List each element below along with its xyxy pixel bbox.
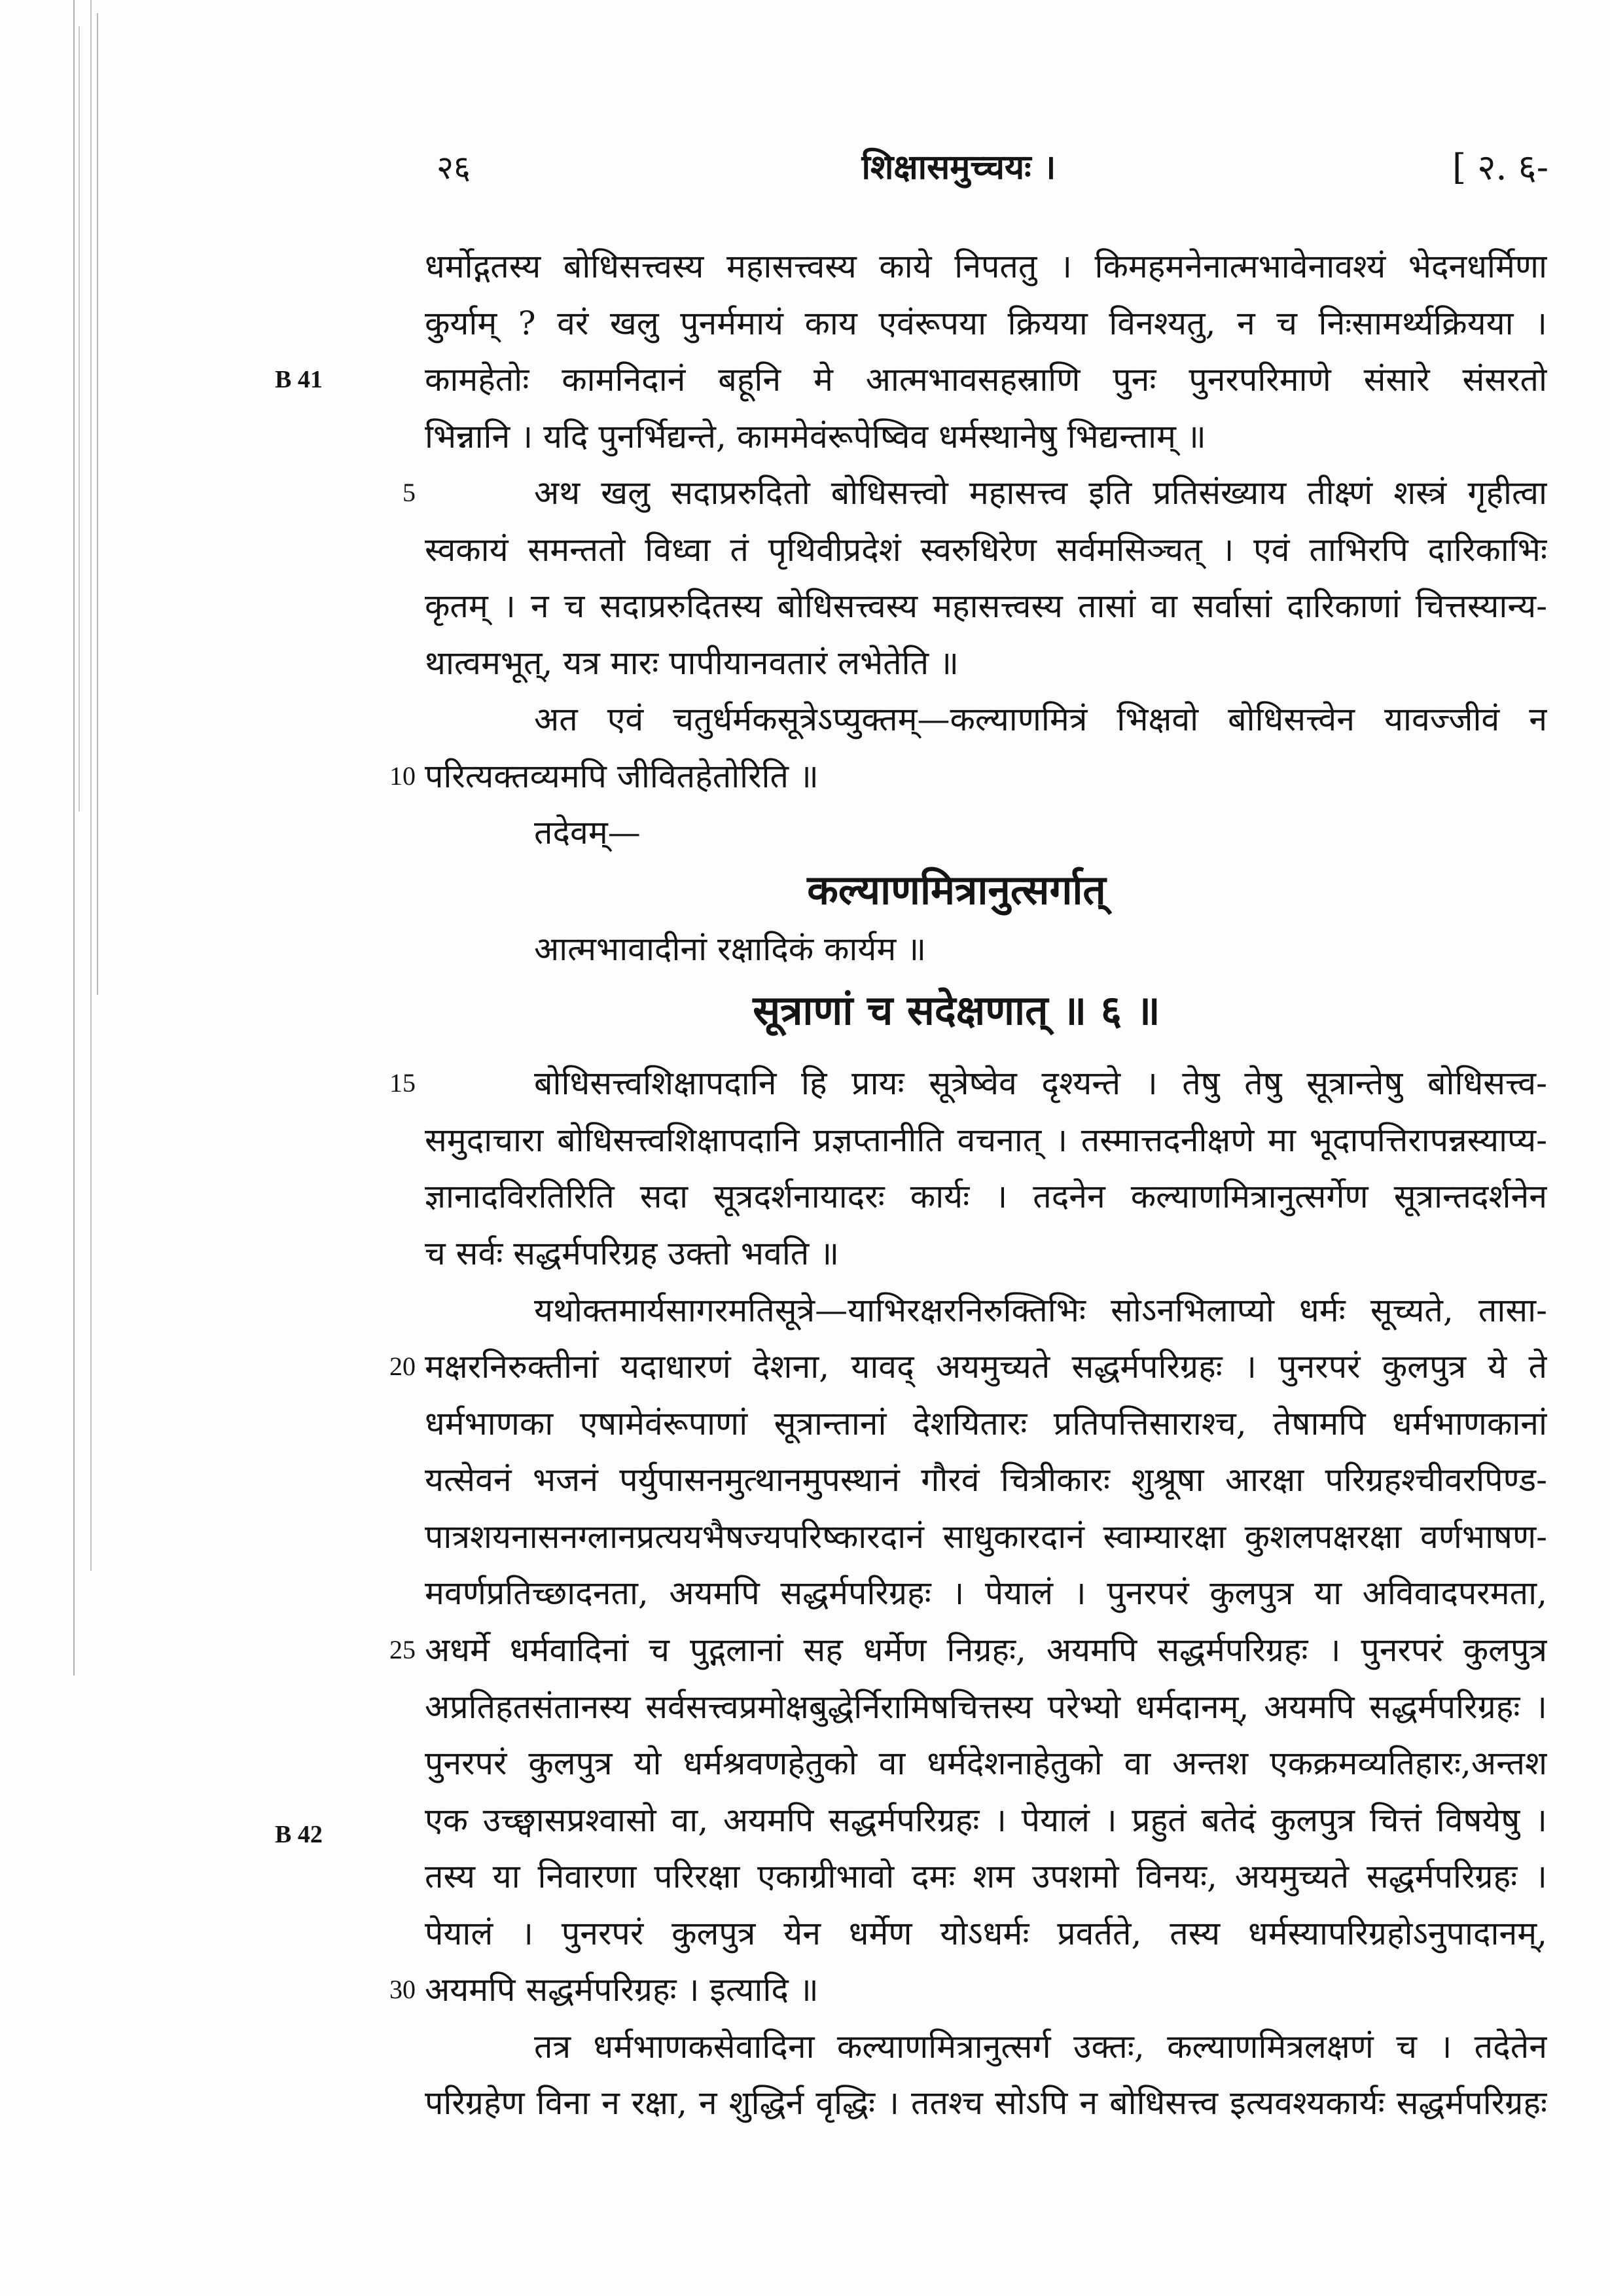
text-line: पेयालं । पुनरपरं कुलपुत्र येन धर्मेण योऽधर्मः प्रवर्तते, तस्य धर्मस्यापरिग्रहोऽनुपादानम्, [425, 1914, 1547, 1952]
line-number: 5 [402, 478, 416, 507]
line-number: 15 [389, 1068, 416, 1098]
text-line: पुनरपरं कुलपुत्र यो धर्मश्रवणहेतुको वा धर्मदेशनाहेतुको वा अन्तश एकक्रमव्यतिहारः,अन्तश [425, 1744, 1547, 1782]
text-line: अथ खलु सदाप्ररुदितो बोधिसत्त्वो महासत्त्व इति प्रतिसंख्याय तीक्ष्णं शस्त्रं गृहीत्वा [534, 474, 1547, 512]
text-line: कामहेतोः कामनिदानं बहूनि मे आत्मभावसहस्राणि पुनः पुनरपरिमाणे संसारे संसरतो [425, 361, 1547, 399]
text-line: पात्रशयनासनग्लानप्रत्ययभैषज्यपरिष्कारदानं साधुकारदानं स्वाम्यारक्षा कुशलपक्षरक्षा वर्णभाषण- [425, 1518, 1547, 1556]
running-title: शिक्षासमुच्चयः । [861, 147, 1056, 187]
text-line: मवर्णप्रतिच्छादनता, अयमपि सद्धर्मपरिग्रहः । पेयालं । पुनरपरं कुलपुत्र या अविवादपरमता, [425, 1574, 1547, 1612]
karika-heading: कल्याणमित्रानुत्सर्गात् [807, 866, 1106, 914]
binding-edge-line [97, 13, 98, 995]
text-line: एक उच्छ्वासप्रश्वासो वा, अयमपि सद्धर्मपरिग्रहः । पेयालं । प्रहुतं बतेदं कुलपुत्र चित्तं विषयेषु । [425, 1801, 1547, 1839]
text-line: कुर्याम् ? वरं खलु पुनर्ममायं काय एवंरूपया क्रियया विनश्यतु, न च निःसामर्थ्यक्रियया । [425, 304, 1547, 342]
text-line: परित्यक्तव्यमपि जीवितहेतोरिति ॥ [425, 757, 819, 795]
line-number: 20 [389, 1352, 416, 1381]
margin-reference: B 41 [275, 366, 323, 393]
line-number: 25 [389, 1635, 416, 1664]
karika-heading-2: सूत्राणां च सदेक्षणात् ॥ ६ ॥ [753, 986, 1160, 1034]
text-line: मक्षरनिरुक्तीनां यदाधारणं देशना, यावद् अयमुच्यते सद्धर्मपरिग्रहः । पुनरपरं कुलपुत्र ये ते [425, 1348, 1547, 1386]
text-line: कृतम् । न च सदाप्ररुदितस्य बोधिसत्त्वस्य महासत्त्वस्य तासां वा सर्वासां दारिकाणां चित्तस्यान्य- [425, 587, 1547, 625]
text-line: यत्सेवनं भजनं पर्युपासनमुत्थानमुपस्थानं गौरवं चित्रीकारः शुश्रूषा आरक्षा परिग्रहश्चीवरपिण्ड- [425, 1461, 1547, 1499]
text-line: ज्ञानादविरतिरिति सदा सूत्रदर्शनायादरः कार्यः । तदनेन कल्याणमित्रानुत्सर्गेण सूत्रान्तदर्शनेन [425, 1177, 1547, 1215]
line-number: 10 [389, 761, 416, 791]
binding-edge-line [90, 0, 92, 1571]
text-line: तदेवम्— [534, 814, 641, 852]
text-line: स्वकायं समन्ततो विध्वा तं पृथिवीप्रदेशं स्वरुधिरेण सर्वमसिञ्चत् । एवं ताभिरपि दारिकाभिः [425, 531, 1547, 569]
text-line: यथोक्तमार्यसागरमतिसूत्रे—याभिरक्षरनिरुक्तिभिः सोऽनभिलाप्यो धर्मः सूच्यते, तासा- [534, 1291, 1547, 1329]
karika-verse: आत्मभावादीनां रक्षादिकं कार्यम ॥ [534, 930, 927, 968]
text-line: धर्मभाणका एषामेवंरूपाणां सूत्रान्तानां देशयितारः प्रतिपत्तिसाराश्च, तेषामपि धर्मभाणकानां [425, 1405, 1547, 1443]
margin-reference: B 42 [275, 1821, 323, 1848]
text-line: च सर्वः सद्धर्मपरिग्रह उक्तो भवति ॥ [425, 1234, 840, 1272]
text-line: परिग्रहेण विना न रक्षा, न शुद्धिर्न वृद्धिः । ततश्च सोऽपि न बोधिसत्त्व इत्यवश्यकार्यः सद्धर्मपरिग्रहः [425, 2084, 1547, 2122]
text-line: तस्य या निवारणा परिरक्षा एकाग्रीभावो दमः शम उपशमो विनयः, अयमुच्यते सद्धर्मपरिग्रहः । [425, 1857, 1547, 1895]
binding-edge-line [79, 26, 80, 812]
binding-edge-line [73, 0, 75, 1676]
text-line: अत एवं चतुर्धर्मकसूत्रेऽप्युक्तम्—कल्याणमित्रं भिक्षवो बोधिसत्त्वेन यावज्जीवं न [534, 700, 1547, 738]
text-line: भिन्नानि । यदि पुनर्भिद्यन्ते, काममेवंरूपेष्विव धर्मस्थानेषु भिद्यन्ताम् ॥ [425, 418, 1206, 456]
text-line: बोधिसत्त्वशिक्षापदानि हि प्रायः सूत्रेष्वेव दृश्यन्ते । तेषु तेषु सूत्रान्तेषु बोधिसत्त्व- [534, 1064, 1547, 1102]
text-line: अप्रतिहतसंतानस्य सर्वसत्त्वप्रमोक्षबुद्धेर्निरामिषचित्तस्य परेभ्यो धर्मदानम्, अयमपि सद्धर्मपरिग्रहः । [425, 1688, 1547, 1726]
text-line: तत्र धर्मभाणकसेवादिना कल्याणमित्रानुत्सर्ग उक्तः, कल्याणमित्रलक्षणं च । तदेतेन [534, 2028, 1547, 2066]
line-number: 30 [389, 1975, 416, 2004]
text-line: धर्मोद्गतस्य बोधिसत्त्वस्य महासत्त्वस्य काये निपततु । किमहमनेनात्मभावेनावश्यं भेदनधर्मिणा [425, 247, 1547, 285]
text-line: समुदाचारा बोधिसत्त्वशिक्षापदानि प्रज्ञप्तानीति वचनात् । तस्मात्तदनीक्षणे मा भूदापत्तिरापन्नस्याप्य- [425, 1121, 1547, 1159]
text-line: अयमपि सद्धर्मपरिग्रहः । इत्यादि ॥ [425, 1971, 819, 2009]
text-line: थात्वमभूत्, यत्र मारः पापीयानवतारं लभेतेति ॥ [425, 644, 959, 682]
page-number: २६ [437, 149, 471, 187]
section-reference: [ २. ६- [1452, 147, 1548, 188]
text-line: अधर्मे धर्मवादिनां च पुद्गलानां सह धर्मेण निग्रहः, अयमपि सद्धर्मपरिग्रहः । पुनरपरं कुलपुत्र [425, 1631, 1547, 1669]
